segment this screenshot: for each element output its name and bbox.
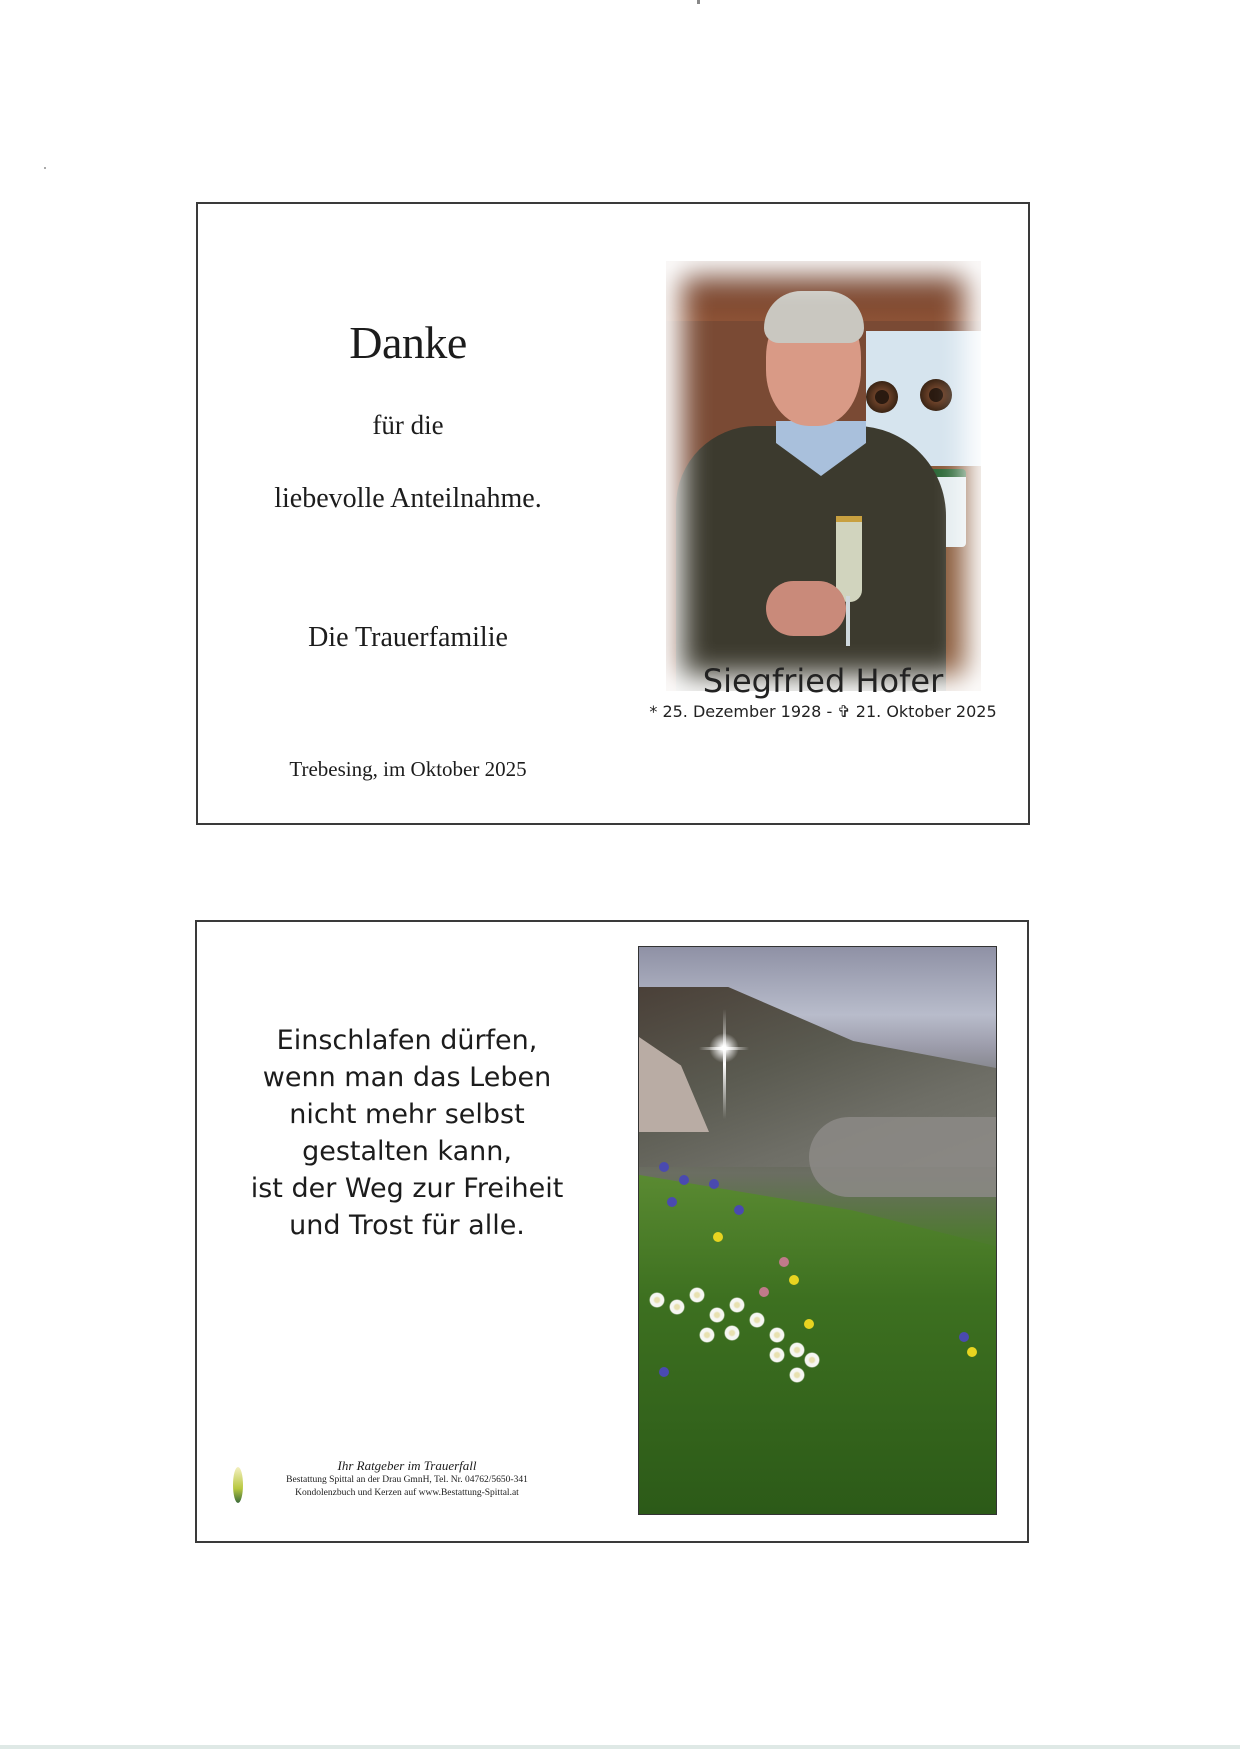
poem-line: gestalten kann, xyxy=(302,1136,512,1167)
poem-line: wenn man das Leben xyxy=(262,1062,552,1093)
poem-line: Einschlafen dürfen, xyxy=(276,1025,538,1056)
footer-website: Kondolenzbuch und Kerzen auf www.Bestattung-Spittal.at xyxy=(295,1488,519,1498)
poem-line: nicht mehr selbst xyxy=(289,1099,525,1130)
scan-edge-line xyxy=(0,1745,1240,1749)
card-heading: Danke xyxy=(349,317,467,368)
poem xyxy=(227,1022,587,1244)
card-text-line: liebevolle Anteilnahme. xyxy=(274,483,542,514)
alpine-meadow-photo xyxy=(638,946,997,1515)
life-dates: * 25. Dezember 1928 - ✞ 21. Oktober 2025 xyxy=(649,702,997,721)
footer-tagline: Ihr Ratgeber im Trauerfall xyxy=(337,1458,477,1473)
footer-contact: Bestattung Spittal an der Drau GmnH, Tel. Nr. 04762/5650-341 xyxy=(286,1475,528,1485)
scan-artifact xyxy=(697,0,700,4)
candle-icon xyxy=(233,1467,243,1503)
signature: Die Trauerfamilie xyxy=(308,622,508,653)
deceased-name: Siegfried Hofer xyxy=(702,662,944,700)
portrait-photo xyxy=(666,261,981,691)
place-date: Trebesing, im Oktober 2025 xyxy=(289,757,527,781)
thank-you-card-front xyxy=(196,202,1030,825)
scan-artifact xyxy=(44,167,46,169)
poem-line: ist der Weg zur Freiheit xyxy=(250,1173,564,1204)
poem-line: und Trost für alle. xyxy=(289,1210,525,1241)
card-text-line: für die xyxy=(372,410,444,440)
thank-you-card-back xyxy=(195,920,1029,1543)
